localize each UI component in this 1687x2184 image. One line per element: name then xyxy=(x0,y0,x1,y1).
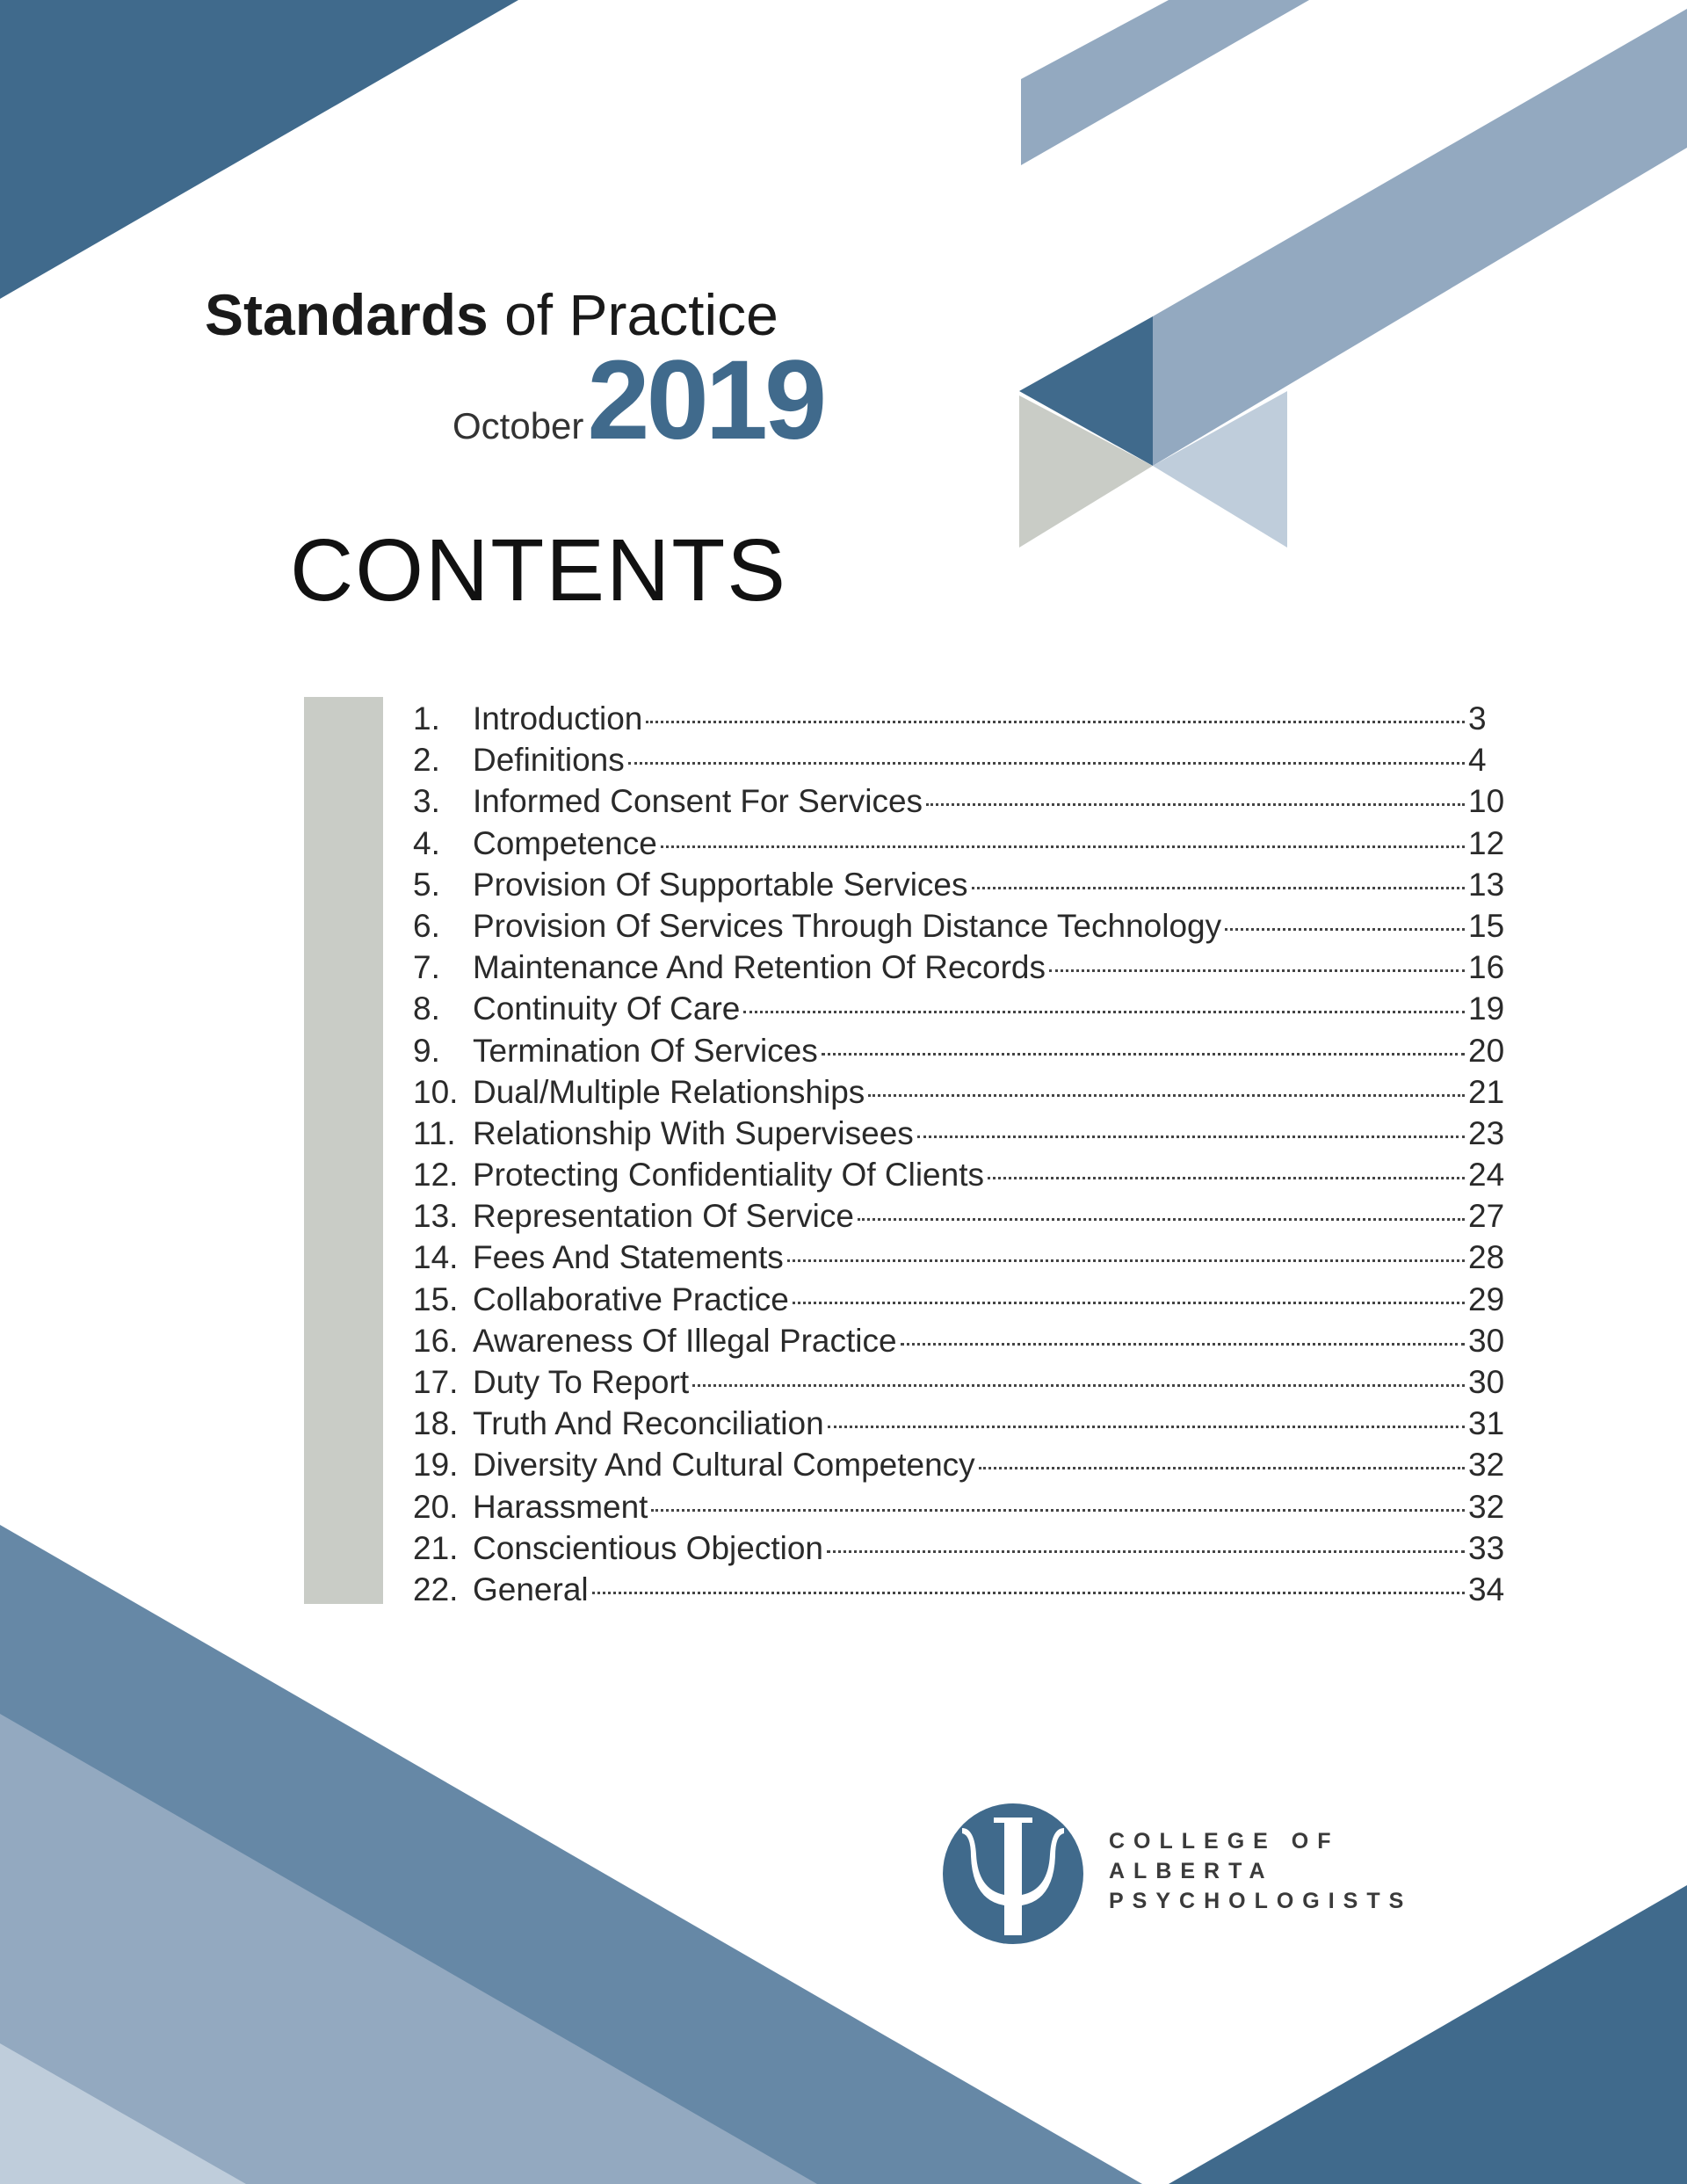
toc-item-number: 22. xyxy=(413,1571,459,1607)
toc-item-title: Fees And Statements xyxy=(473,1239,784,1276)
toc-leader-dots xyxy=(827,1550,1465,1553)
toc-item-page: 30 xyxy=(1468,1364,1505,1400)
date-year: 2019 xyxy=(587,337,824,463)
toc-item-page: 20 xyxy=(1468,1032,1505,1069)
toc-item-number: 21. xyxy=(413,1529,459,1566)
toc-item[interactable] xyxy=(413,1071,1509,1113)
toc-item[interactable] xyxy=(413,1195,1509,1237)
toc-item-number: 16. xyxy=(413,1322,459,1359)
toc-item[interactable] xyxy=(413,864,1509,905)
toc-leader-dots xyxy=(901,1343,1465,1346)
toc-item-number: 13. xyxy=(413,1198,459,1235)
toc-leader-dots xyxy=(628,762,1465,765)
toc-leader-dots xyxy=(822,1053,1465,1056)
organization-name-line: PSYCHOLOGISTS xyxy=(1109,1889,1413,1913)
toc-leader-dots xyxy=(979,1467,1465,1469)
toc-item-page: 10 xyxy=(1468,783,1505,820)
toc-item-page: 28 xyxy=(1468,1239,1505,1276)
toc-item-title: Introduction xyxy=(473,700,643,736)
top-right-band-main xyxy=(1153,9,1687,466)
toc-item[interactable] xyxy=(413,1030,1509,1071)
toc-item-page: 34 xyxy=(1468,1571,1505,1607)
toc-item-title: Representation Of Service xyxy=(473,1198,854,1235)
toc-item-page: 12 xyxy=(1468,824,1505,861)
toc-item-title: Maintenance And Retention Of Records xyxy=(473,949,1046,986)
toc-item-page: 15 xyxy=(1468,907,1505,944)
table-of-contents xyxy=(413,698,1509,1610)
toc-item-title: Dual/Multiple Relationships xyxy=(473,1073,865,1110)
toc-item[interactable] xyxy=(413,1527,1509,1569)
toc-item[interactable] xyxy=(413,823,1509,864)
title-rest: of Practice xyxy=(488,282,778,347)
bottom-right-band xyxy=(1169,1885,1687,2184)
toc-item-title: General xyxy=(473,1571,589,1607)
toc-item-number: 1. xyxy=(413,700,440,736)
toc-leader-dots xyxy=(828,1426,1465,1428)
toc-item-number: 4. xyxy=(413,824,440,861)
toc-leader-dots xyxy=(651,1509,1465,1512)
toc-item-number: 19. xyxy=(413,1447,459,1484)
toc-item-page: 16 xyxy=(1468,949,1505,986)
toc-item[interactable] xyxy=(413,698,1509,739)
toc-item[interactable] xyxy=(413,905,1509,947)
toc-item-page: 13 xyxy=(1468,866,1505,903)
toc-item[interactable] xyxy=(413,947,1509,988)
toc-leader-dots xyxy=(917,1136,1465,1138)
toc-item-title: Relationship With Supervisees xyxy=(473,1114,914,1151)
toc-item-number: 7. xyxy=(413,949,440,986)
toc-item-page: 27 xyxy=(1468,1198,1505,1235)
toc-leader-dots xyxy=(592,1592,1465,1594)
toc-item-page: 24 xyxy=(1468,1157,1505,1194)
date-month: October xyxy=(453,405,584,446)
toc-leader-dots xyxy=(926,803,1465,806)
toc-item-page: 32 xyxy=(1468,1488,1505,1525)
toc-leader-dots xyxy=(1049,969,1465,972)
toc-leader-dots xyxy=(646,721,1465,723)
toc-item-number: 3. xyxy=(413,783,440,820)
toc-item[interactable] xyxy=(413,780,1509,822)
toc-item[interactable] xyxy=(413,1361,1509,1403)
contents-heading: CONTENTS xyxy=(290,521,787,620)
toc-item-number: 12. xyxy=(413,1157,459,1194)
toc-item-title: Diversity And Cultural Competency xyxy=(473,1447,975,1484)
organization-name-line: COLLEGE OF xyxy=(1109,1829,1340,1854)
toc-item-number: 2. xyxy=(413,742,440,779)
toc-item[interactable] xyxy=(413,1113,1509,1154)
toc-item[interactable] xyxy=(413,1154,1509,1195)
toc-item-title: Harassment xyxy=(473,1488,648,1525)
toc-leader-dots xyxy=(972,887,1466,889)
toc-item-title: Competence xyxy=(473,824,657,861)
top-right-band-upper xyxy=(1021,0,1309,165)
toc-item-title: Truth And Reconciliation xyxy=(473,1405,824,1442)
toc-item-title: Protecting Confidentiality Of Clients xyxy=(473,1157,984,1194)
toc-item-number: 15. xyxy=(413,1281,459,1317)
toc-item-number: 5. xyxy=(413,866,440,903)
toc-item-page: 3 xyxy=(1468,700,1487,736)
toc-item-title: Duty To Report xyxy=(473,1364,690,1400)
toc-item-title: Provision Of Supportable Services xyxy=(473,866,968,903)
toc-side-bar xyxy=(304,697,383,1604)
toc-item-number: 20. xyxy=(413,1488,459,1525)
toc-item-number: 14. xyxy=(413,1239,459,1276)
toc-item-number: 9. xyxy=(413,1032,440,1069)
toc-item-title: Collaborative Practice xyxy=(473,1281,789,1317)
toc-item-page: 19 xyxy=(1468,990,1505,1027)
toc-item-page: 4 xyxy=(1468,742,1487,779)
toc-item-number: 10. xyxy=(413,1073,459,1110)
organization-name-line: ALBERTA xyxy=(1109,1859,1274,1883)
toc-leader-dots xyxy=(787,1259,1465,1262)
toc-item-title: Continuity Of Care xyxy=(473,990,741,1027)
toc-item-title: Termination Of Services xyxy=(473,1032,818,1069)
toc-item-page: 21 xyxy=(1468,1073,1505,1110)
toc-item[interactable] xyxy=(413,1569,1509,1610)
toc-item-number: 6. xyxy=(413,907,440,944)
toc-item-number: 11. xyxy=(413,1114,456,1151)
toc-item-title: Awareness Of Illegal Practice xyxy=(473,1322,897,1359)
toc-item-title: Informed Consent For Services xyxy=(473,783,923,820)
toc-leader-dots xyxy=(692,1384,1465,1387)
toc-item-page: 32 xyxy=(1468,1447,1505,1484)
toc-item-page: 33 xyxy=(1468,1529,1505,1566)
organization-name xyxy=(1109,1826,1412,1916)
toc-item[interactable] xyxy=(413,1486,1509,1527)
toc-leader-dots xyxy=(988,1177,1465,1179)
toc-leader-dots xyxy=(661,845,1465,848)
toc-item[interactable] xyxy=(413,988,1509,1029)
toc-item-title: Definitions xyxy=(473,742,625,779)
top-left-band xyxy=(0,0,518,299)
toc-leader-dots xyxy=(858,1218,1465,1221)
toc-item-page: 31 xyxy=(1468,1405,1505,1442)
toc-item[interactable] xyxy=(413,1320,1509,1361)
toc-item-title: Provision Of Services Through Distance Technology xyxy=(473,907,1222,944)
title-strong: Standards xyxy=(205,282,489,347)
toc-leader-dots xyxy=(793,1302,1465,1304)
toc-item[interactable] xyxy=(413,1279,1509,1320)
toc-item-title: Conscientious Objection xyxy=(473,1529,823,1566)
toc-item[interactable] xyxy=(413,1237,1509,1278)
toc-item[interactable] xyxy=(413,739,1509,780)
document-date xyxy=(453,337,824,463)
toc-item-page: 23 xyxy=(1468,1114,1505,1151)
toc-item[interactable] xyxy=(413,1444,1509,1485)
toc-item-page: 29 xyxy=(1468,1281,1505,1317)
toc-item[interactable] xyxy=(413,1403,1509,1444)
toc-item-number: 18. xyxy=(413,1405,459,1442)
toc-item-page: 30 xyxy=(1468,1322,1505,1359)
toc-leader-dots xyxy=(1225,928,1465,931)
psi-logo-icon xyxy=(943,1803,1083,1944)
toc-leader-dots xyxy=(868,1094,1465,1097)
toc-item-number: 8. xyxy=(413,990,440,1027)
toc-item-number: 17. xyxy=(413,1364,459,1400)
toc-leader-dots xyxy=(743,1011,1465,1013)
